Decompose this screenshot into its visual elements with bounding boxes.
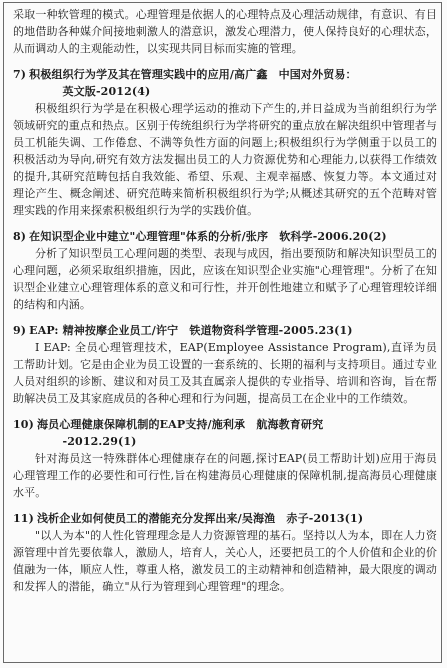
entry-title: 积极组织行为学及其在管理实践中的应用/高广鑫 中国对外贸易： (29, 68, 357, 81)
reference-entry-8 (13, 228, 437, 313)
reference-entry-7 (13, 66, 437, 219)
entry-heading (13, 322, 437, 339)
entry-source: -2012.29(1) (62, 435, 137, 448)
entry-abstract: 分析了知识型员工心理问题的类型、表现与成因，指出要预防和解决知识型员工的心理问题，必须采取组织措施，因此，应该在知识型企业实施"心理管理"。分析了在知识型企业建立心理管理体系的意义和可行性，并开创性地建立和赋予了心理管理较详细的结构和内涵。 (13, 247, 437, 311)
entry-abstract: I EAP: 全员心理管理技术，EAP(Employee Assistance Program),直译为员工帮助计划。它是由企业为员工设置的一套系统的、长期的福利与支持项目。通过专业人员对组织的诊断、建议和对员工及其直属亲人提供的专业指导、培训和咨询，旨在帮助解决员工及其家庭成员的各种心理和行为问题，提高员工在企业中的工作绩效。 (13, 341, 437, 405)
reference-entry-9 (13, 322, 437, 407)
entry-heading (13, 416, 437, 450)
entry-title: 海员心理健康保障机制的EAP支持/施利承 航海教育研究 (36, 418, 324, 431)
entry-source: 英文版-2012(4) (62, 85, 151, 98)
entry-title: 在知识型企业中建立"心理管理"体系的分析/张序 软科学-2006.20(2) (29, 230, 387, 243)
entry-heading (13, 510, 437, 527)
entry-abstract: 针对海员这一特殊群体心理健康存在的问题,探讨EAP(员工帮助计划)应用于海员心理管理工作的必要性和可行性,旨在构建海员心理健康的保障机制,提高海员心理健康水平。 (13, 452, 437, 499)
entry-abstract: 积极组织行为学是在积极心理学运动的推动下产生的,并日益成为当前组织行为学领域研究的重点和热点。区别于传统组织行为学将研究的重点放在解决组织中管理者与员工机能失调、工作倦怠、不满等负性方面的问题上;积极组织行为学侧重于以员工的积极活动为导向,研究有效方法发掘出员工的人力资源优势和心理能力,以获得工作绩效的提升,其研究范畴包括自我效能、希望、乐观、主观幸福感、恢复力等。本文通过对理论产生、概念阐述、研究范畴来简析积极组织行为学;从概述其研究的五个范畴对管理实践的作用来探索积极组织行为学的实践价值。 (13, 102, 437, 217)
entry-heading (13, 228, 437, 245)
entry-number: 9) (13, 324, 27, 337)
entry-heading (13, 66, 437, 100)
entry-abstract: "以人为本"的人性化管理理念是人力资源管理的基石。坚持以人为本，即在人力资源管理中首先要依靠人，激励人，培育人，关心人，还要把员工的个人价值和企业的价值融为一体，顺应人性，尊重人格，激发员工的主动精神和创造精神，最大限度的调动和发挥人的潜能，确立"从行为管理到心理管理"的理念。 (13, 529, 437, 593)
document-content (13, 6, 437, 595)
entry-number: 8) (13, 230, 27, 243)
intro-paragraph: 采取一种软管理的模式。心理管理是依据人的心理特点及心理活动规律，有意识、有目的地借助各种媒介间接地刺激人的潜意识，激发心理潜力，使人保持良好的心理状态，从而调动人的主观能动性，以实现共同目标而实施的管理。 (13, 8, 437, 55)
reference-entry-10 (13, 416, 437, 501)
entry-number: 11) (13, 512, 34, 525)
entry-number: 7) (13, 68, 27, 81)
reference-entry-11 (13, 510, 437, 595)
entry-title: EAP: 精神按摩企业员工/许宁 铁道物资科学管理-2005.23(1) (29, 324, 353, 337)
entry-number: 10) (13, 418, 34, 431)
entry-title: 浅析企业如何使员工的潜能充分发挥出来/吴海渔 赤子-2013(1) (36, 512, 364, 525)
